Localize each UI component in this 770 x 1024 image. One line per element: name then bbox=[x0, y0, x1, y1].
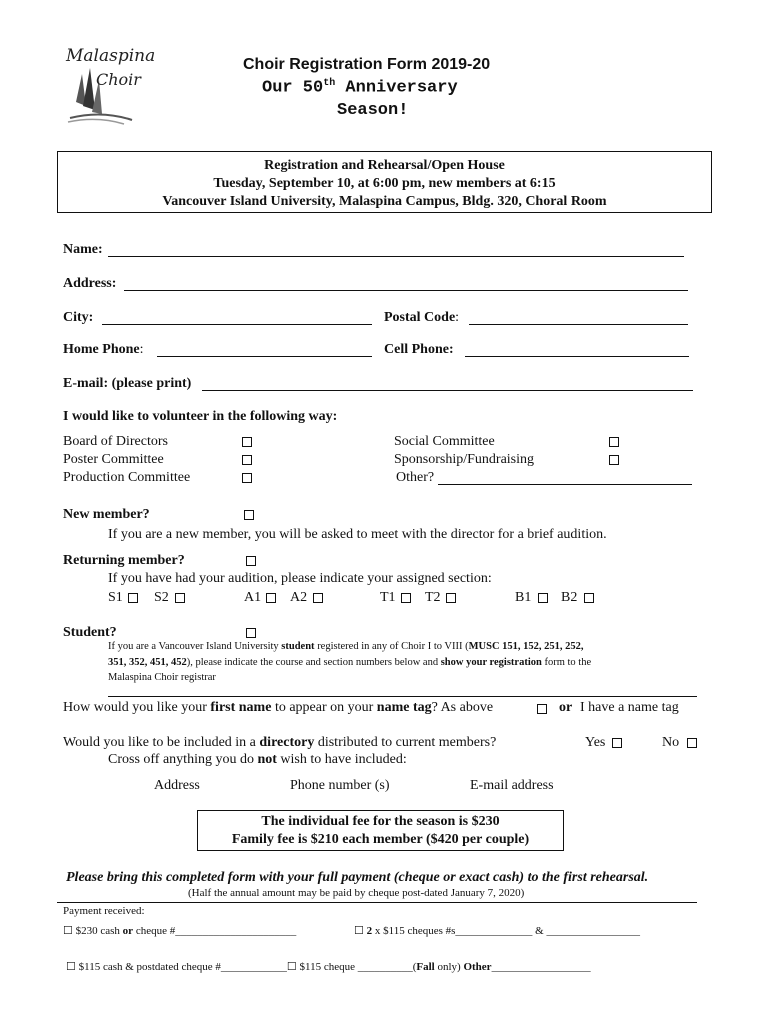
student-text-line2 bbox=[108, 657, 591, 668]
fee-box bbox=[197, 810, 564, 851]
section-b1-checkbox[interactable] bbox=[538, 593, 548, 603]
name-label: Name: bbox=[63, 242, 103, 257]
directory-yes-checkbox[interactable] bbox=[612, 738, 622, 748]
name-tag-or: or bbox=[559, 700, 573, 715]
name-field[interactable] bbox=[108, 256, 684, 257]
volunteer-sponsorship-checkbox[interactable] bbox=[609, 455, 619, 465]
home-phone-label bbox=[63, 342, 144, 358]
city-field[interactable] bbox=[102, 324, 372, 325]
city-label: City: bbox=[63, 310, 94, 325]
volunteer-board-checkbox[interactable] bbox=[242, 437, 252, 447]
email-label: E-mail: (please print) bbox=[63, 376, 192, 391]
event-box bbox=[57, 151, 712, 213]
directory-question bbox=[63, 735, 496, 751]
student-t2d: form to the bbox=[541, 657, 592, 668]
subtitle-sup: th bbox=[323, 78, 336, 89]
name-tag-own: I have a name tag bbox=[580, 700, 679, 715]
section-s2-label: S2 bbox=[154, 590, 169, 605]
student-t1: If you are a Vancouver Island University bbox=[108, 641, 282, 652]
section-s1-checkbox[interactable] bbox=[128, 593, 138, 603]
crossoff-a: Cross off anything you do bbox=[108, 752, 258, 767]
payment-line1b bbox=[354, 924, 640, 937]
student-t1c: registered in any of Choir I to VIII ( bbox=[314, 641, 469, 652]
new-member-label: New member? bbox=[63, 507, 150, 522]
p1f: x $115 cheques #s______________ & _________________ bbox=[372, 925, 640, 937]
name-tag-b: first name bbox=[210, 700, 272, 715]
p2e: __________________ bbox=[491, 961, 591, 973]
p2a[interactable]: ☐ $115 cash & postdated cheque #____________☐ $115 cheque __________( bbox=[66, 961, 417, 973]
section-a2-checkbox[interactable] bbox=[313, 593, 323, 603]
directory-yes-label: Yes bbox=[585, 735, 606, 750]
directory-a: Would you like to be included in a bbox=[63, 735, 260, 750]
volunteer-social-checkbox[interactable] bbox=[609, 437, 619, 447]
student-t1b: student bbox=[281, 641, 315, 652]
postal-label bbox=[384, 310, 459, 326]
subtitle-pre: Our 50 bbox=[262, 78, 324, 98]
form-subtitle bbox=[262, 78, 458, 98]
malaspina-choir-logo bbox=[62, 40, 172, 130]
student-t2b: ), please indicate the course and section numbers below and bbox=[186, 657, 441, 668]
event-line1: Registration and Rehearsal/Open House bbox=[264, 158, 505, 173]
student-checkbox[interactable] bbox=[246, 628, 256, 638]
section-t2-checkbox[interactable] bbox=[446, 593, 456, 603]
directory-c: distributed to current members? bbox=[314, 735, 497, 750]
name-tag-question bbox=[63, 700, 493, 716]
postal-label-text: Postal Code bbox=[384, 310, 456, 325]
directory-b: directory bbox=[259, 735, 315, 750]
cell-phone-label: Cell Phone: bbox=[384, 342, 454, 357]
p2b: Fall bbox=[416, 961, 435, 973]
form-title: Choir Registration Form 2019-20 bbox=[243, 56, 491, 73]
half-payment-note: (Half the annual amount may be paid by cheque post-dated January 7, 2020) bbox=[188, 887, 525, 899]
home-phone-colon: : bbox=[139, 342, 144, 357]
name-tag-as-above-checkbox[interactable] bbox=[537, 704, 547, 714]
section-a1-checkbox[interactable] bbox=[266, 593, 276, 603]
section-b2-checkbox[interactable] bbox=[584, 593, 594, 603]
p1b: or bbox=[122, 925, 134, 937]
section-t1-label: T1 bbox=[380, 590, 396, 605]
returning-member-text: If you have had your audition, please indicate your assigned section: bbox=[108, 571, 492, 586]
volunteer-production: Production Committee bbox=[63, 470, 191, 485]
logo-line1: Malaspina bbox=[66, 46, 156, 66]
directory-no-checkbox[interactable] bbox=[687, 738, 697, 748]
bring-payment-notice: Please bring this completed form with your full payment (cheque or exact cash) to the first rehearsal. bbox=[66, 870, 649, 885]
p1e: 2 bbox=[366, 925, 373, 937]
postal-colon: : bbox=[455, 310, 460, 325]
section-b1-label: B1 bbox=[515, 590, 532, 605]
fee-individual: The individual fee for the season is $230 bbox=[261, 814, 500, 829]
directory-no-label: No bbox=[662, 735, 680, 750]
payment-received-label: Payment received: bbox=[63, 905, 145, 917]
home-phone-field[interactable] bbox=[157, 356, 372, 357]
event-line3: Vancouver Island University, Malaspina Campus, Bldg. 320, Choral Room bbox=[162, 194, 607, 209]
volunteer-other: Other? bbox=[396, 470, 435, 485]
directory-item-phone[interactable]: Phone number (s) bbox=[290, 778, 390, 793]
student-t1d: MUSC 151, 152, 251, 252, bbox=[468, 641, 584, 652]
student-t2a: 351, 352, 451, 452 bbox=[108, 657, 187, 668]
volunteer-poster: Poster Committee bbox=[63, 452, 164, 467]
section-s1-label: S1 bbox=[108, 590, 123, 605]
student-t2c: show your registration bbox=[440, 657, 542, 668]
new-member-text: If you are a new member, you will be asked to meet with the director for a brief audition. bbox=[108, 527, 607, 542]
email-field[interactable] bbox=[202, 390, 693, 391]
section-b2-label: B2 bbox=[561, 590, 578, 605]
student-label: Student? bbox=[63, 625, 117, 640]
subtitle-post: Anniversary bbox=[335, 78, 458, 98]
returning-member-label: Returning member? bbox=[63, 553, 185, 568]
address-field[interactable] bbox=[124, 290, 688, 291]
student-text-line1 bbox=[108, 641, 584, 652]
home-phone-text: Home Phone bbox=[63, 342, 140, 357]
name-tag-e: ? As above bbox=[431, 700, 494, 715]
directory-item-email[interactable]: E-mail address bbox=[470, 778, 554, 793]
logo-line2: Choir bbox=[96, 70, 141, 89]
cell-phone-field[interactable] bbox=[465, 356, 689, 357]
volunteer-production-checkbox[interactable] bbox=[242, 473, 252, 483]
directory-item-address[interactable]: Address bbox=[154, 778, 200, 793]
new-member-checkbox[interactable] bbox=[244, 510, 254, 520]
volunteer-social: Social Committee bbox=[394, 434, 495, 449]
event-line2: Tuesday, September 10, at 6:00 pm, new members at 6:15 bbox=[213, 176, 556, 191]
volunteer-other-field[interactable] bbox=[438, 484, 692, 485]
student-text-line3: Malaspina Choir registrar bbox=[108, 672, 216, 683]
section-t2-label: T2 bbox=[425, 590, 441, 605]
payment-line1 bbox=[63, 924, 296, 937]
directory-crossoff bbox=[108, 752, 407, 768]
section-t1-checkbox[interactable] bbox=[401, 593, 411, 603]
volunteer-sponsorship: Sponsorship/Fundraising bbox=[394, 452, 535, 467]
p1c: cheque #______________________ bbox=[133, 925, 297, 937]
form-subtitle-line2: Season! bbox=[337, 101, 409, 120]
p1d[interactable]: ☐ bbox=[354, 925, 367, 937]
payment-line2 bbox=[66, 960, 591, 973]
p2d: Other bbox=[463, 961, 492, 973]
volunteer-heading: I would like to volunteer in the following way: bbox=[63, 409, 338, 424]
name-tag-a: How would you like your bbox=[63, 700, 211, 715]
payment-divider bbox=[57, 902, 697, 903]
crossoff-b: not bbox=[257, 752, 277, 767]
crossoff-c: wish to have included: bbox=[276, 752, 407, 767]
returning-member-checkbox[interactable] bbox=[246, 556, 256, 566]
p2c: only) bbox=[434, 961, 464, 973]
address-label: Address: bbox=[63, 276, 117, 291]
p1a[interactable]: ☐ $230 cash bbox=[63, 925, 123, 937]
student-course-field[interactable] bbox=[108, 696, 697, 697]
section-a2-label: A2 bbox=[290, 590, 308, 605]
volunteer-board: Board of Directors bbox=[63, 434, 168, 449]
postal-code-field[interactable] bbox=[469, 324, 688, 325]
section-a1-label: A1 bbox=[244, 590, 262, 605]
fee-family: Family fee is $210 each member ($420 per couple) bbox=[231, 832, 530, 847]
section-s2-checkbox[interactable] bbox=[175, 593, 185, 603]
volunteer-poster-checkbox[interactable] bbox=[242, 455, 252, 465]
name-tag-c: to appear on your bbox=[271, 700, 377, 715]
name-tag-d: name tag bbox=[376, 700, 432, 715]
